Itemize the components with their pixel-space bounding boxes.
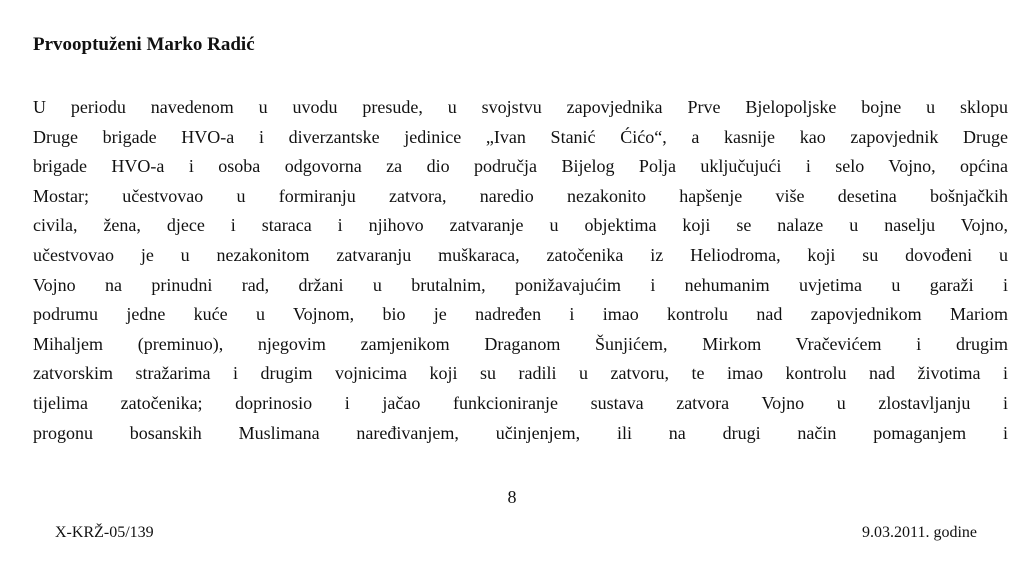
case-number: X-KRŽ-05/139 (55, 524, 154, 541)
paragraph-line: podrumu jedne kuće u Vojnom, bio je nadređen i imao kontrolu nad zapovjednikom Mariom (33, 304, 1008, 325)
body-paragraph (33, 93, 1008, 448)
paragraph-line: zatvorskim stražarima i drugim vojnicima koji su radili u zatvoru, te imao kontrolu nad životima i (33, 363, 1008, 384)
section-heading: Prvooptuženi Marko Radić (33, 34, 255, 55)
paragraph-line: Mostar; učestvovao u formiranju zatvora, naredio nezakonito hapšenje više desetina bošnjačkih (33, 185, 1008, 206)
paragraph-line: progonu bosanskih Muslimana naređivanjem, učinjenjem, ili na drugi način pomaganjem i (33, 422, 1008, 443)
page-number: 8 (507, 487, 517, 507)
document-date: 9.03.2011. godine (862, 524, 977, 541)
paragraph-line: učestvovao je u nezakonitom zatvaranju muškaraca, zatočenika iz Heliodroma, koji su dovođeni u (33, 244, 1008, 265)
paragraph-line: Mihaljem (preminuo), njegovim zamjenikom Draganom Šunjićem, Mirkom Vračevićem i drugim (33, 333, 1008, 354)
paragraph-line: Druge brigade HVO-a i diverzantske jedinice „Ivan Stanić Ćićo“, a kasnije kao zapovjednik Druge (33, 126, 1008, 147)
paragraph-line: tijelima zatočenika; doprinosio i jačao funkcioniranje sustava zatvora Vojno u zlostavljanju i (33, 392, 1008, 413)
paragraph-line: brigade HVO-a i osoba odgovorna za dio područja Bijelog Polja uključujući i selo Vojno, općina (33, 156, 1008, 177)
paragraph-line: U periodu navedenom u uvodu presude, u svojstvu zapovjednika Prve Bjelopoljske bojne u sklopu (33, 97, 1008, 117)
paragraph-line: civila, žena, djece i staraca i njihovo zatvaranje u objektima koji se nalaze u naselju Vojno, (33, 215, 1008, 236)
paragraph-line: Vojno na prinudni rad, držani u brutalnim, ponižavajućim i nehumanim uvjetima u garaži i (33, 274, 1008, 295)
